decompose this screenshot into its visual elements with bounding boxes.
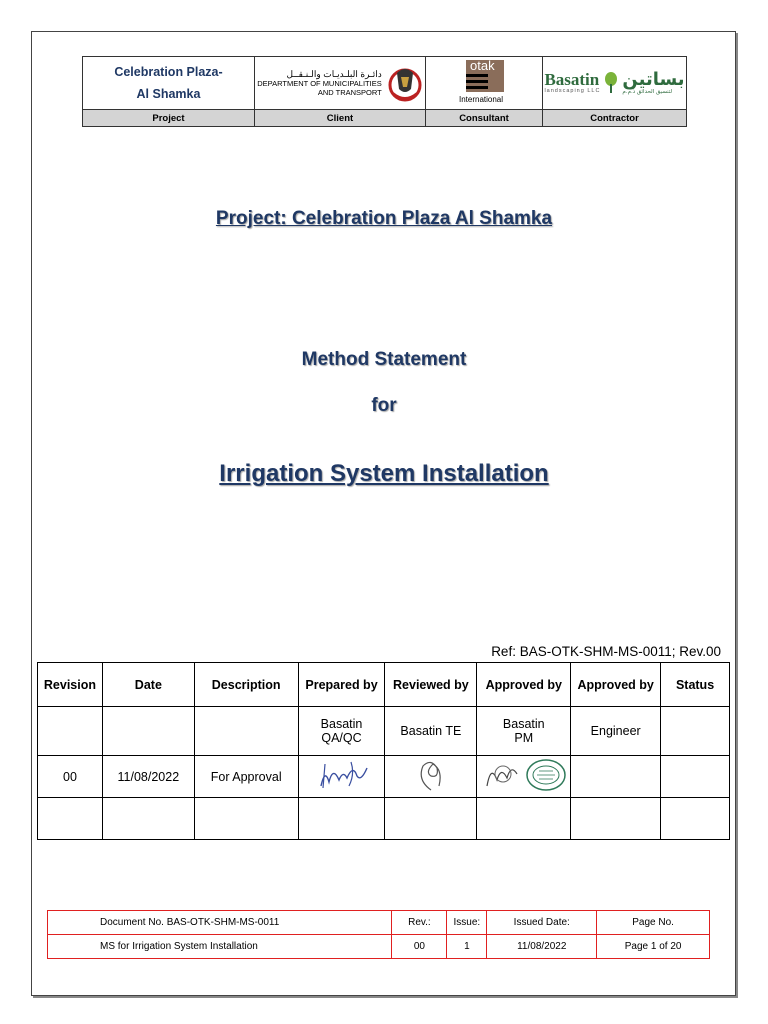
col-header: Approved by [571,663,661,707]
issue-label: Issue: [447,911,487,935]
table-row [38,707,730,756]
subject-title: Irrigation System Installation [219,460,549,487]
col-header: Prepared by [298,663,385,707]
consultant-logo [456,60,512,106]
table-cell [661,756,730,798]
for-label: for [371,395,397,416]
table-row [38,756,730,798]
table-cell: 11/08/2022 [102,756,194,798]
client-cell [255,57,426,109]
signature-cell [298,756,385,798]
label-contractor: Contractor [543,109,686,126]
table-cell: Basatin QA/QC [298,707,385,756]
client-logo [257,63,422,103]
table-row [38,798,730,840]
col-header: Approved by [477,663,571,707]
table-cell [661,798,730,840]
page-number-value: Page 1 of 20 [597,935,710,959]
table-cell [38,707,103,756]
contractor-logo-arabic: بساتين [622,69,685,90]
project-name: Celebration Plaza- Al Shamka [114,65,223,101]
company-stamp-icon [525,758,567,792]
label-consultant: Consultant [426,109,543,126]
table-cell: Basatin PM [477,707,571,756]
table-cell [477,798,571,840]
contractor-logo-word: Basatin [544,70,600,89]
table-cell [661,707,730,756]
emblem-icon [387,63,423,103]
table-cell [102,798,194,840]
table-cell [571,798,661,840]
label-client: Client [255,109,426,126]
client-logo-arabic: دائـرة البلـديـات والـنـقــل [286,69,382,79]
col-header: Reviewed by [385,663,477,707]
document-title: MS for Irrigation System Installation [48,935,392,959]
project-title: Project: Celebration Plaza Al Shamka [215,208,553,229]
page-border [31,31,736,996]
issue-value: 1 [447,935,487,959]
table-cell: For Approval [194,756,298,798]
table-cell [194,798,298,840]
table-cell: Basatin TE [385,707,477,756]
table-cell: 00 [38,756,103,798]
signature-icon [409,756,453,794]
table-cell: Engineer [571,707,661,756]
table-cell [298,798,385,840]
table-row [48,911,710,935]
table-cell [194,707,298,756]
signature-icon [311,756,373,794]
revision-table [37,662,730,840]
col-header: Revision [38,663,103,707]
label-project: Project [83,109,255,126]
table-cell [385,798,477,840]
issued-date-label: Issued Date: [487,911,597,935]
rev-value: 00 [392,935,447,959]
col-header: Description [194,663,298,707]
client-logo-line1: DEPARTMENT OF MUNICIPALITIES [257,79,382,88]
consultant-cell [426,57,543,109]
col-header: Status [661,663,730,707]
document-footer-table [47,910,710,959]
consultant-logo-word: otak [470,58,495,73]
contractor-logo-sub: landscaping LLC [544,88,601,94]
client-logo-line2: AND TRANSPORT [317,88,382,97]
table-cell [102,707,194,756]
issued-date-value: 11/08/2022 [487,935,597,959]
consultant-logo-sub: International [459,95,504,104]
contractor-logo-arabic-sub: لتنسيق الحدائق ذ.م.م [622,89,673,95]
signature-icon [481,758,521,792]
document-number: Document No. BAS-OTK-SHM-MS-0011 [48,911,392,935]
table-cell [571,756,661,798]
page-number-label: Page No. [597,911,710,935]
header-table [82,56,687,127]
rev-label: Rev.: [392,911,447,935]
project-cell [83,57,255,109]
reference-number: Ref: BAS-OTK-SHM-MS-0011; Rev.00 [491,644,721,659]
signature-cell [477,756,571,798]
col-header: Date [102,663,194,707]
method-statement-title: Method Statement [301,349,467,370]
contractor-logo [544,71,684,95]
table-row [48,935,710,959]
table-cell [38,798,103,840]
signature-cell [385,756,477,798]
contractor-cell [543,57,686,109]
leaf-icon [603,72,619,94]
